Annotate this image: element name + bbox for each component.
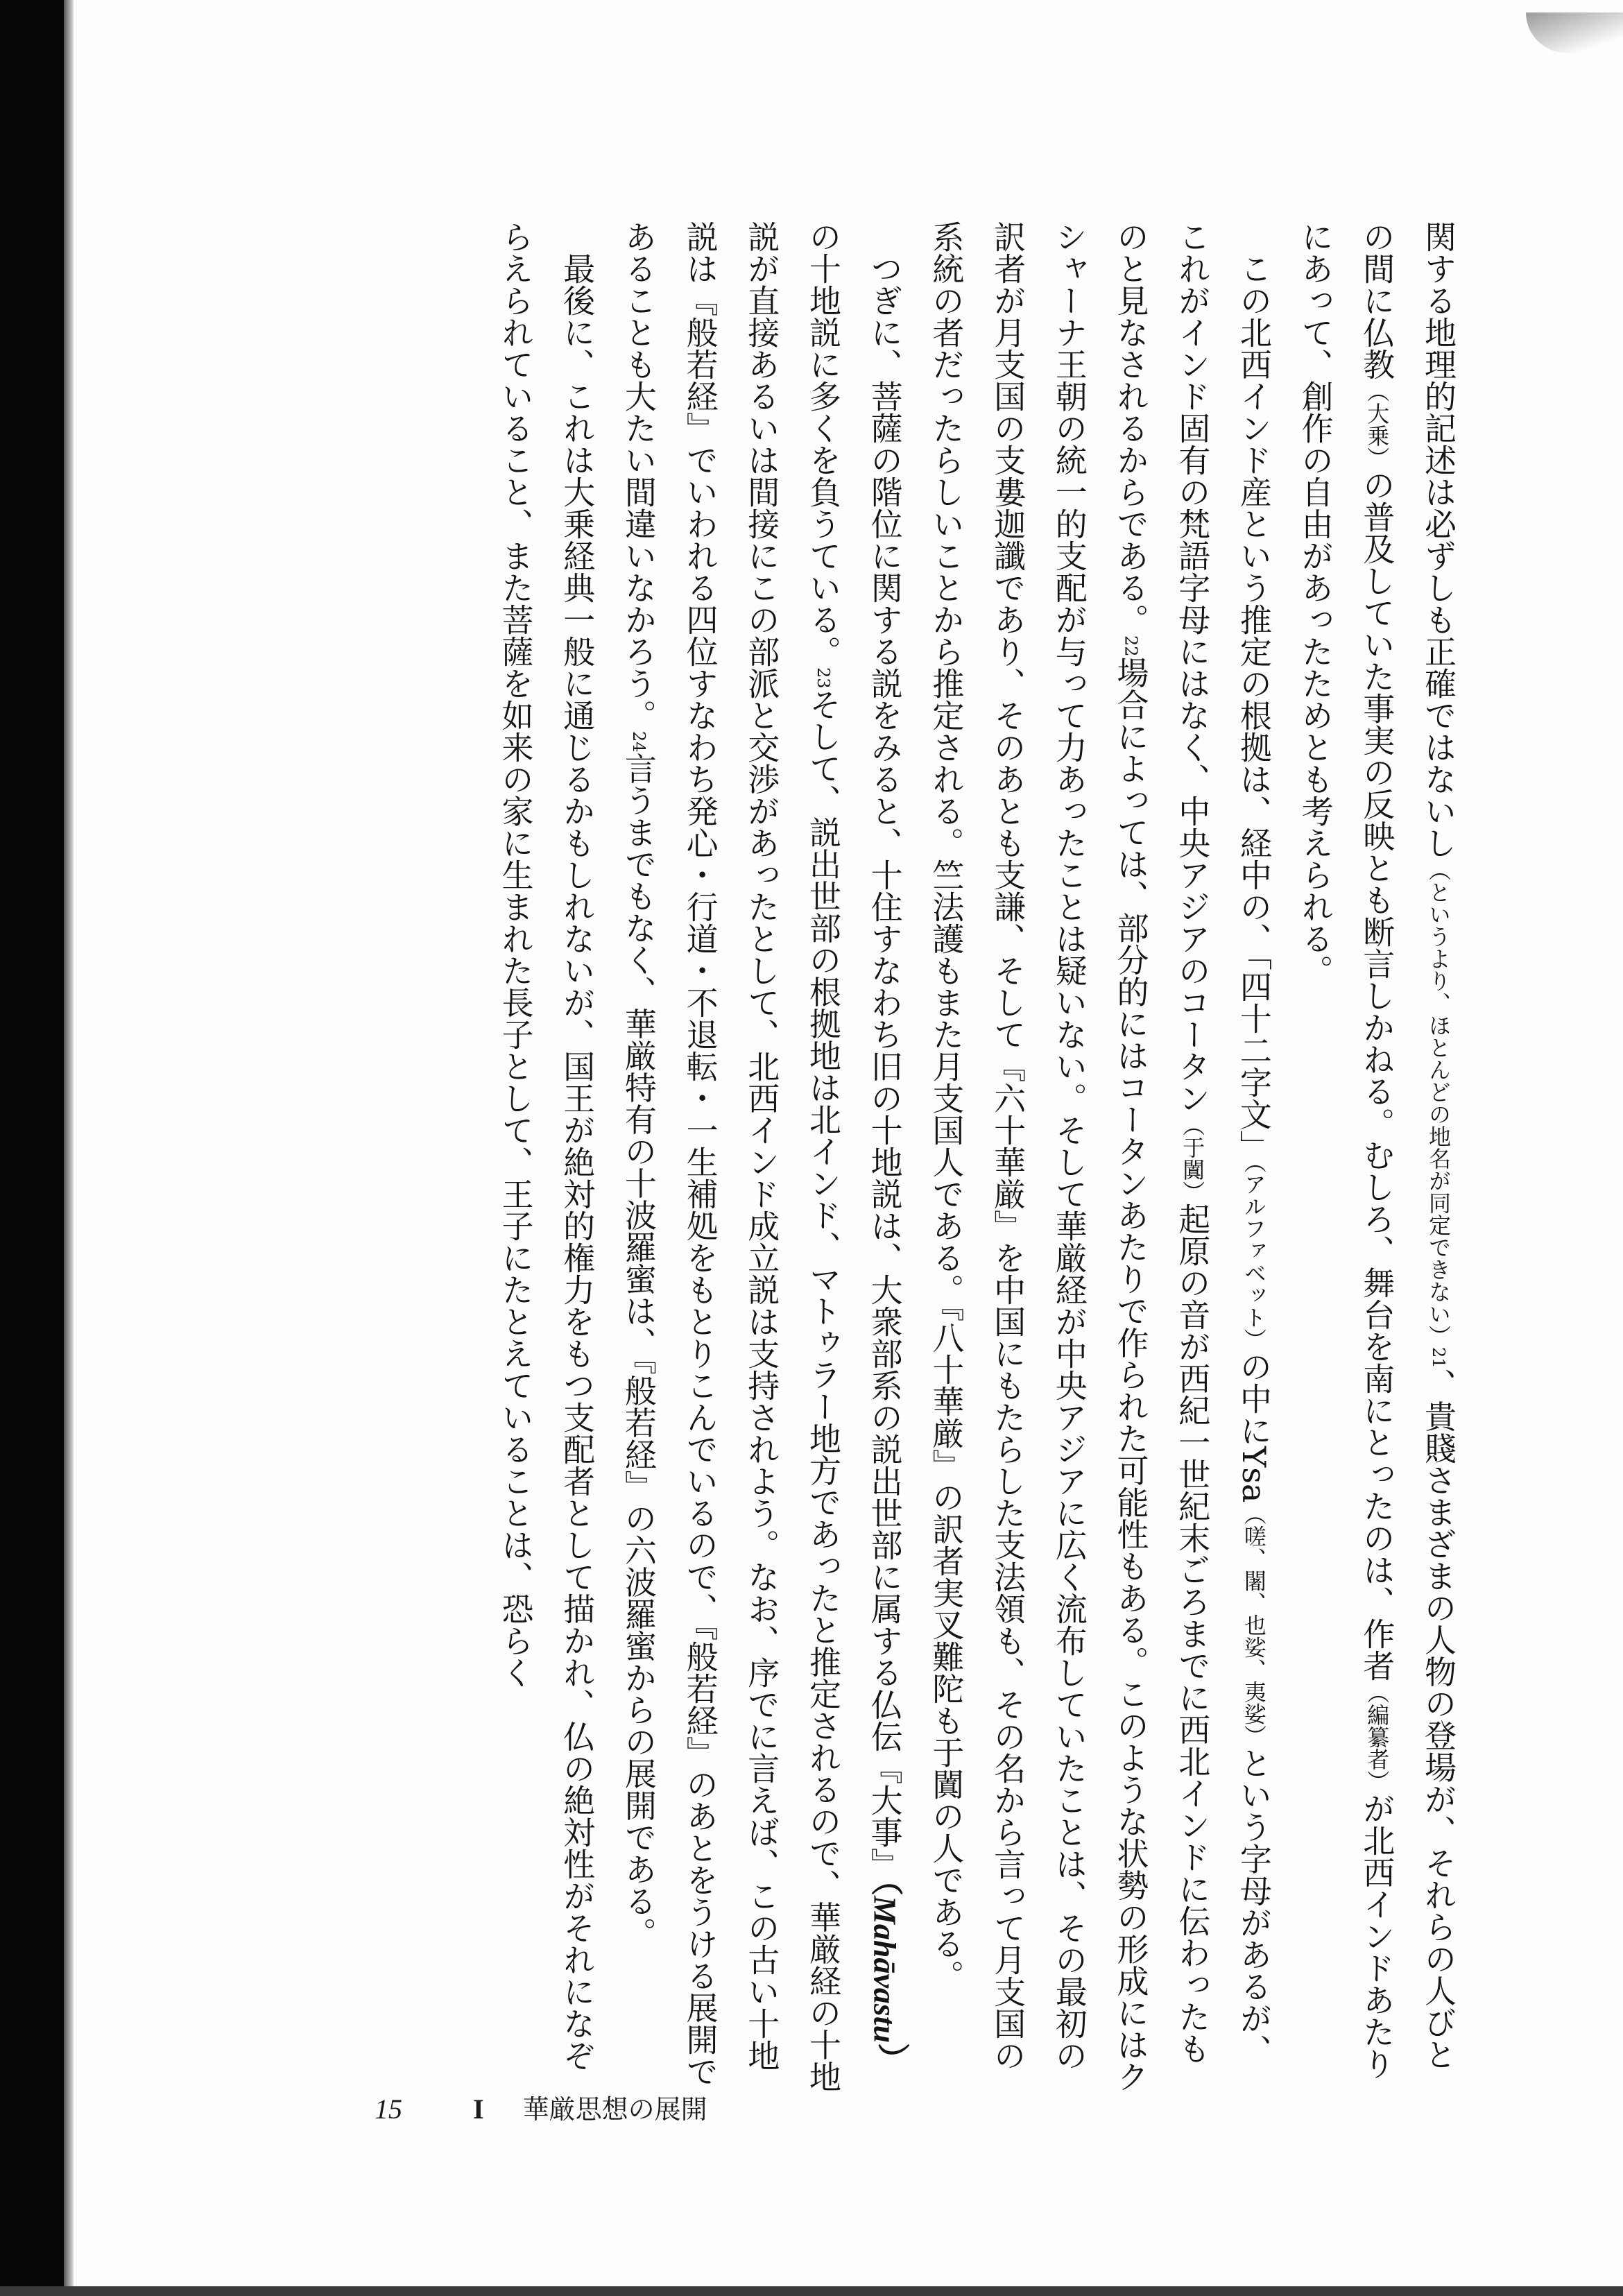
footnote-reference: 24 (628, 731, 649, 753)
parenthetical-note: （編纂者） (1364, 1681, 1391, 1792)
part-number: I (473, 2093, 484, 2125)
scan-bottom-edge (0, 2286, 1623, 2296)
scan-corner-smudge (1526, 12, 1623, 53)
footnote-reference: 22 (1121, 635, 1141, 657)
page-footer (375, 2088, 707, 2126)
text-segment: 言うまでもなく、華厳特有の十波羅蜜は、『般若経』の六波羅蜜からの展開である。 (619, 752, 658, 1949)
text-segment: 起原の音が西紀一世紀末ごろまでに西北インドに伝わったものと見なされるからである。 (1112, 221, 1212, 2064)
text-segment: の十地説に多くを負うている。 (804, 221, 842, 667)
parenthetical-note: （大乗） (1364, 380, 1391, 469)
text-segment: が北西インドあたりにあって、創作の自由があったためとも考えられる。 (1296, 221, 1396, 2080)
footnote-reference: 23 (813, 667, 833, 689)
parenthetical-note: （というより、ほとんどの地名が同定できない） (1425, 859, 1452, 1347)
text-segment: 、貴賤さまざまの人物の登場が、それらの人びとの間に仏教 (1358, 221, 1457, 2071)
latin-term: （Mahāvastu） (867, 1880, 903, 2075)
parenthetical-note: （嗟、闍、也娑、夷娑） (1240, 1502, 1267, 1747)
paragraph (608, 221, 916, 2093)
text-segment: の中に (1235, 1351, 1273, 1446)
book-binding-shadow (0, 0, 64, 2296)
text-segment: 場合によっては、部分的にはコータンあたりで作られた可能性もある。このような状勢の形成にはクシャーナ王朝の統一的支配が与って力あったことは疑いない。そして華厳経が中央アジアに広く流布していたことは、その最初の訳者が月支国の支婁迦讖であり、そのあとも支謙、そして『六十華厳』を中国にもたらした支法領も、その名から言って月支国の系統の者だったらしいことから推定される。竺法護もまた月支国人である。『八十華厳』の訳者実叉難陀も于闐の人である。 (927, 221, 1150, 2093)
text-segment: そして、説出世部の根拠地は北インド、マトゥラー地方であったと推定されるので、華厳経の十地説が直接あるいは間接にこの部派と交渉があったとして、北西インド成立説は支持されよう。なお、序でに言えば、この古い十地説は『般若経』でいわれる四位すなわち発心・行道・不退転・一生補処をもとりこんでいるので、『般若経』のあとをうける展開であることも大たい間違いなかろう。 (619, 221, 842, 2093)
latin-term: Ysa (1235, 1446, 1273, 1503)
text-segment: この北西インド産という推定の根拠は、経中の、「四十二字文」 (1235, 252, 1273, 1162)
text-segment: という字母があるが、これがインド固有の梵語字母にはなく、中央アジアのコータン (1174, 221, 1273, 2066)
section-title: 華厳思想の展開 (522, 2094, 707, 2125)
binding-edge-gradient (64, 0, 74, 2296)
vertical-body-text (248, 221, 1469, 2093)
paragraph (916, 221, 1285, 2093)
text-segment: つぎに、菩薩の階位に関する説をみると、十住すなわち旧の十地説は、大衆部系の説出世部に属する仏伝『大事』 (866, 252, 904, 1880)
text-segment: 最後に、これは大乗経典一般に通じるかもしれないが、国王が絶対的権力をもつ支配者として描かれ、仏の絶対性がそれになぞらえられていること、また菩薩を如来の家に生まれた長子として、王子にたとえていることは、恐らく (497, 221, 596, 2071)
parenthetical-note: （アルファベット） (1240, 1162, 1267, 1351)
paragraph (1285, 221, 1469, 2093)
parenthetical-note: （于闐） (1179, 1114, 1206, 1203)
paragraph (485, 221, 608, 2093)
footnote-reference: 21 (1429, 1347, 1448, 1369)
page-number: 15 (375, 2093, 402, 2125)
text-segment: の普及していた事実の反映とも断言しかねる。むしろ、舞台を南にとったのは、作者 (1358, 469, 1396, 1681)
text-segment: 関する地理的記述は必ずしも正確ではないし (1420, 221, 1457, 859)
